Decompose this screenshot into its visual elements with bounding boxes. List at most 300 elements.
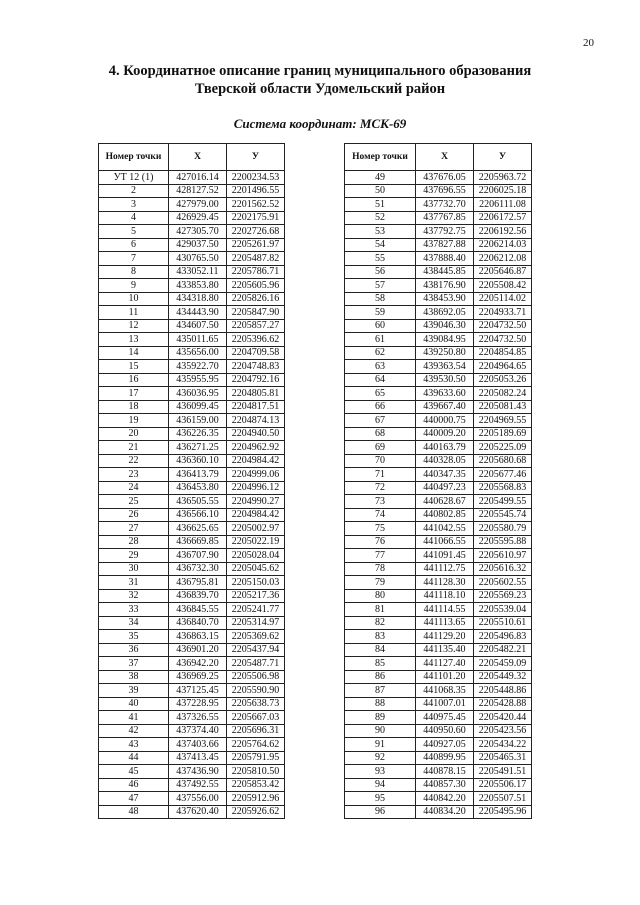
x-coordinate-cell: 441118.10 — [416, 589, 474, 603]
table-row — [345, 643, 532, 657]
table-row — [345, 549, 532, 563]
y-coordinate-cell: 2205487.82 — [227, 252, 285, 266]
table-row — [99, 670, 285, 684]
table-row — [99, 360, 285, 374]
y-coordinate-cell: 2205507.51 — [474, 792, 532, 806]
x-coordinate-cell: 437676.05 — [416, 171, 474, 185]
point-number-cell: 41 — [99, 711, 169, 725]
y-coordinate-cell: 2205569.23 — [474, 589, 532, 603]
table-row — [99, 427, 285, 441]
table-row — [345, 306, 532, 320]
point-number-cell: 92 — [345, 751, 416, 765]
table-row — [345, 805, 532, 819]
table-row — [99, 238, 285, 252]
x-coordinate-cell: 441101.20 — [416, 670, 474, 684]
table-row — [99, 576, 285, 590]
table-row — [345, 387, 532, 401]
y-coordinate-cell: 2205217.36 — [227, 589, 285, 603]
point-number-cell: 29 — [99, 549, 169, 563]
point-number-cell: 65 — [345, 387, 416, 401]
y-coordinate-cell: 2205189.69 — [474, 427, 532, 441]
x-coordinate-cell: 436159.00 — [169, 414, 227, 428]
y-coordinate-cell: 2205853.42 — [227, 778, 285, 792]
table-row — [99, 441, 285, 455]
table-row — [345, 319, 532, 333]
y-coordinate-cell: 2205857.27 — [227, 319, 285, 333]
table-row — [345, 616, 532, 630]
table-row — [345, 427, 532, 441]
y-coordinate-cell: 2204933.71 — [474, 306, 532, 320]
y-coordinate-cell: 2202175.91 — [227, 211, 285, 225]
header-x: X — [169, 144, 227, 171]
table-row — [345, 522, 532, 536]
x-coordinate-cell: 436271.25 — [169, 441, 227, 455]
table-row — [345, 792, 532, 806]
point-number-cell: 49 — [345, 171, 416, 185]
point-number-cell: 34 — [99, 616, 169, 630]
x-coordinate-cell: 439530.50 — [416, 373, 474, 387]
x-coordinate-cell: 437413.45 — [169, 751, 227, 765]
y-coordinate-cell: 2205045.62 — [227, 562, 285, 576]
x-coordinate-cell: 438692.05 — [416, 306, 474, 320]
point-number-cell: 76 — [345, 535, 416, 549]
point-number-cell: 30 — [99, 562, 169, 576]
x-coordinate-cell: 438445.85 — [416, 265, 474, 279]
x-coordinate-cell: 437125.45 — [169, 684, 227, 698]
table-row — [99, 252, 285, 266]
table-row — [345, 373, 532, 387]
x-coordinate-cell: 437767.85 — [416, 211, 474, 225]
point-number-cell: 25 — [99, 495, 169, 509]
table-row — [99, 306, 285, 320]
point-number-cell: 19 — [99, 414, 169, 428]
y-coordinate-cell: 2205423.56 — [474, 724, 532, 738]
y-coordinate-cell: 2205428.88 — [474, 697, 532, 711]
y-coordinate-cell: 2204940.50 — [227, 427, 285, 441]
x-coordinate-cell: 427016.14 — [169, 171, 227, 185]
point-number-cell: 5 — [99, 225, 169, 239]
table-row — [99, 265, 285, 279]
x-coordinate-cell: 437228.95 — [169, 697, 227, 711]
x-coordinate-cell: 441129.20 — [416, 630, 474, 644]
x-coordinate-cell: 436625.65 — [169, 522, 227, 536]
x-coordinate-cell: 437696.55 — [416, 184, 474, 198]
y-coordinate-cell: 2205638.73 — [227, 697, 285, 711]
table-row — [99, 751, 285, 765]
point-number-cell: 85 — [345, 657, 416, 671]
point-number-cell: 51 — [345, 198, 416, 212]
point-number-cell: 38 — [99, 670, 169, 684]
y-coordinate-cell: 2205605.96 — [227, 279, 285, 293]
x-coordinate-cell: 430765.50 — [169, 252, 227, 266]
table-row — [99, 225, 285, 239]
y-coordinate-cell: 2205028.04 — [227, 549, 285, 563]
x-coordinate-cell: 438453.90 — [416, 292, 474, 306]
x-coordinate-cell: 436839.70 — [169, 589, 227, 603]
point-number-cell: 55 — [345, 252, 416, 266]
x-coordinate-cell: 440009.20 — [416, 427, 474, 441]
title-line-2: Тверской области Удомельский район — [194, 81, 446, 97]
point-number-cell: 96 — [345, 805, 416, 819]
table-row — [99, 535, 285, 549]
x-coordinate-cell: 437827.88 — [416, 238, 474, 252]
point-number-cell: 39 — [99, 684, 169, 698]
x-coordinate-cell: 440975.45 — [416, 711, 474, 725]
table-row — [345, 225, 532, 239]
table-row — [99, 711, 285, 725]
point-number-cell: 3 — [99, 198, 169, 212]
table-row — [99, 508, 285, 522]
table-row — [345, 171, 532, 185]
y-coordinate-cell: 2205539.04 — [474, 603, 532, 617]
point-number-cell: 18 — [99, 400, 169, 414]
y-coordinate-cell: 2205616.32 — [474, 562, 532, 576]
y-coordinate-cell: 2205491.51 — [474, 765, 532, 779]
table-row — [345, 198, 532, 212]
x-coordinate-cell: 437492.55 — [169, 778, 227, 792]
y-coordinate-cell: 2204874.13 — [227, 414, 285, 428]
point-number-cell: 62 — [345, 346, 416, 360]
table-row — [99, 468, 285, 482]
y-coordinate-cell: 2205002.97 — [227, 522, 285, 536]
x-coordinate-cell: 436566.10 — [169, 508, 227, 522]
y-coordinate-cell: 2205225.09 — [474, 441, 532, 455]
table-row — [345, 724, 532, 738]
point-number-cell: 89 — [345, 711, 416, 725]
y-coordinate-cell: 2204854.85 — [474, 346, 532, 360]
point-number-cell: 36 — [99, 643, 169, 657]
x-coordinate-cell: 436226.35 — [169, 427, 227, 441]
header-point-number: Номер точки — [345, 144, 416, 171]
x-coordinate-cell: 441114.55 — [416, 603, 474, 617]
x-coordinate-cell: 439633.60 — [416, 387, 474, 401]
x-coordinate-cell: 437326.55 — [169, 711, 227, 725]
y-coordinate-cell: 2205847.90 — [227, 306, 285, 320]
table-row — [345, 279, 532, 293]
x-coordinate-cell: 426929.45 — [169, 211, 227, 225]
table-row — [345, 414, 532, 428]
x-coordinate-cell: 441042.55 — [416, 522, 474, 536]
point-number-cell: 54 — [345, 238, 416, 252]
point-number-cell: 11 — [99, 306, 169, 320]
table-row — [345, 738, 532, 752]
x-coordinate-cell: 436969.25 — [169, 670, 227, 684]
y-coordinate-cell: 2205810.50 — [227, 765, 285, 779]
point-number-cell: 64 — [345, 373, 416, 387]
x-coordinate-cell: 441127.40 — [416, 657, 474, 671]
y-coordinate-cell: 2205506.17 — [474, 778, 532, 792]
y-coordinate-cell: 2204709.58 — [227, 346, 285, 360]
y-coordinate-cell: 2205595.88 — [474, 535, 532, 549]
table-row — [345, 495, 532, 509]
page-number: 20 — [583, 37, 594, 49]
x-coordinate-cell: 435656.00 — [169, 346, 227, 360]
table-row — [99, 616, 285, 630]
point-number-cell: 93 — [345, 765, 416, 779]
point-number-cell: 6 — [99, 238, 169, 252]
x-coordinate-cell: 437374.40 — [169, 724, 227, 738]
title-line-1: 4. Координатное описание границ муниципального образования — [108, 63, 532, 79]
point-number-cell: 27 — [99, 522, 169, 536]
y-coordinate-cell: 2205508.42 — [474, 279, 532, 293]
point-number-cell: УТ 12 (1) — [99, 171, 169, 185]
x-coordinate-cell: 437556.00 — [169, 792, 227, 806]
table-row — [99, 454, 285, 468]
table-row — [99, 387, 285, 401]
point-number-cell: 88 — [345, 697, 416, 711]
y-coordinate-cell: 2205926.62 — [227, 805, 285, 819]
y-coordinate-cell: 2205496.83 — [474, 630, 532, 644]
table-row — [99, 805, 285, 819]
x-coordinate-cell: 441068.35 — [416, 684, 474, 698]
table-row — [345, 576, 532, 590]
y-coordinate-cell: 2206025.18 — [474, 184, 532, 198]
x-coordinate-cell: 440000.75 — [416, 414, 474, 428]
table-row — [99, 697, 285, 711]
point-number-cell: 69 — [345, 441, 416, 455]
point-number-cell: 73 — [345, 495, 416, 509]
y-coordinate-cell: 2206214.03 — [474, 238, 532, 252]
point-number-cell: 56 — [345, 265, 416, 279]
point-number-cell: 75 — [345, 522, 416, 536]
point-number-cell: 12 — [99, 319, 169, 333]
coordinate-system-label: Система координат: МСК-69 — [233, 116, 407, 131]
x-coordinate-cell: 436360.10 — [169, 454, 227, 468]
x-coordinate-cell: 436453.80 — [169, 481, 227, 495]
document-title — [0, 62, 640, 98]
table-row — [99, 495, 285, 509]
y-coordinate-cell: 2205667.03 — [227, 711, 285, 725]
x-coordinate-cell: 437888.40 — [416, 252, 474, 266]
y-coordinate-cell: 2205241.77 — [227, 603, 285, 617]
y-coordinate-cell: 2205580.79 — [474, 522, 532, 536]
point-number-cell: 68 — [345, 427, 416, 441]
y-coordinate-cell: 2205610.97 — [474, 549, 532, 563]
x-coordinate-cell: 440347.35 — [416, 468, 474, 482]
point-number-cell: 53 — [345, 225, 416, 239]
point-number-cell: 31 — [99, 576, 169, 590]
y-coordinate-cell: 2205568.83 — [474, 481, 532, 495]
y-coordinate-cell: 2206212.08 — [474, 252, 532, 266]
x-coordinate-cell: 428127.52 — [169, 184, 227, 198]
table-row — [345, 630, 532, 644]
table-row — [345, 346, 532, 360]
y-coordinate-cell: 2202726.68 — [227, 225, 285, 239]
x-coordinate-cell: 440163.79 — [416, 441, 474, 455]
x-coordinate-cell: 436669.85 — [169, 535, 227, 549]
header-y: У — [227, 144, 285, 171]
x-coordinate-cell: 436942.20 — [169, 657, 227, 671]
point-number-cell: 66 — [345, 400, 416, 414]
x-coordinate-cell: 436036.95 — [169, 387, 227, 401]
header-point-number: Номер точки — [99, 144, 169, 171]
table-row — [99, 724, 285, 738]
table-row — [345, 333, 532, 347]
point-number-cell: 90 — [345, 724, 416, 738]
table-row — [345, 751, 532, 765]
y-coordinate-cell: 2206111.08 — [474, 198, 532, 212]
table-row — [345, 684, 532, 698]
y-coordinate-cell: 2204792.16 — [227, 373, 285, 387]
y-coordinate-cell: 2205646.87 — [474, 265, 532, 279]
y-coordinate-cell: 2205022.19 — [227, 535, 285, 549]
point-number-cell: 16 — [99, 373, 169, 387]
point-number-cell: 7 — [99, 252, 169, 266]
x-coordinate-cell: 440628.67 — [416, 495, 474, 509]
y-coordinate-cell: 2201562.52 — [227, 198, 285, 212]
table-row — [345, 765, 532, 779]
point-number-cell: 70 — [345, 454, 416, 468]
y-coordinate-cell: 2206172.57 — [474, 211, 532, 225]
table-row — [99, 562, 285, 576]
x-coordinate-cell: 434443.90 — [169, 306, 227, 320]
y-coordinate-cell: 2205261.97 — [227, 238, 285, 252]
y-coordinate-cell: 2205495.96 — [474, 805, 532, 819]
y-coordinate-cell: 2205826.16 — [227, 292, 285, 306]
y-coordinate-cell: 2204748.83 — [227, 360, 285, 374]
x-coordinate-cell: 429037.50 — [169, 238, 227, 252]
table-row — [345, 711, 532, 725]
table-row — [345, 211, 532, 225]
point-number-cell: 58 — [345, 292, 416, 306]
table-row — [99, 346, 285, 360]
y-coordinate-cell: 2205680.68 — [474, 454, 532, 468]
point-number-cell: 63 — [345, 360, 416, 374]
x-coordinate-cell: 436732.30 — [169, 562, 227, 576]
point-number-cell: 79 — [345, 576, 416, 590]
coordinates-table-right — [344, 143, 532, 819]
y-coordinate-cell: 2204999.06 — [227, 468, 285, 482]
point-number-cell: 94 — [345, 778, 416, 792]
x-coordinate-cell: 440927.05 — [416, 738, 474, 752]
table-row — [99, 198, 285, 212]
point-number-cell: 57 — [345, 279, 416, 293]
y-coordinate-cell: 2205791.95 — [227, 751, 285, 765]
table-row — [99, 603, 285, 617]
x-coordinate-cell: 441128.30 — [416, 576, 474, 590]
table-row — [99, 792, 285, 806]
x-coordinate-cell: 440950.60 — [416, 724, 474, 738]
table-row — [99, 630, 285, 644]
table-row — [345, 697, 532, 711]
point-number-cell: 40 — [99, 697, 169, 711]
y-coordinate-cell: 2205420.44 — [474, 711, 532, 725]
y-coordinate-cell: 2205114.02 — [474, 292, 532, 306]
table-row — [345, 657, 532, 671]
point-number-cell: 10 — [99, 292, 169, 306]
x-coordinate-cell: 438176.90 — [416, 279, 474, 293]
point-number-cell: 48 — [99, 805, 169, 819]
x-coordinate-cell: 440328.05 — [416, 454, 474, 468]
point-number-cell: 26 — [99, 508, 169, 522]
x-coordinate-cell: 427305.70 — [169, 225, 227, 239]
table-row — [99, 171, 285, 185]
y-coordinate-cell: 2205786.71 — [227, 265, 285, 279]
x-coordinate-cell: 437620.40 — [169, 805, 227, 819]
point-number-cell: 23 — [99, 468, 169, 482]
point-number-cell: 8 — [99, 265, 169, 279]
y-coordinate-cell: 2205437.94 — [227, 643, 285, 657]
point-number-cell: 60 — [345, 319, 416, 333]
table-row — [99, 414, 285, 428]
y-coordinate-cell: 2204817.51 — [227, 400, 285, 414]
y-coordinate-cell: 2206192.56 — [474, 225, 532, 239]
y-coordinate-cell: 2205082.24 — [474, 387, 532, 401]
x-coordinate-cell: 437732.70 — [416, 198, 474, 212]
y-coordinate-cell: 2205499.55 — [474, 495, 532, 509]
point-number-cell: 72 — [345, 481, 416, 495]
y-coordinate-cell: 2205081.43 — [474, 400, 532, 414]
x-coordinate-cell: 436845.55 — [169, 603, 227, 617]
table-row — [345, 454, 532, 468]
header-x: X — [416, 144, 474, 171]
y-coordinate-cell: 2204805.81 — [227, 387, 285, 401]
y-coordinate-cell: 2205448.86 — [474, 684, 532, 698]
table-row — [345, 292, 532, 306]
y-coordinate-cell: 2205459.09 — [474, 657, 532, 671]
x-coordinate-cell: 437436.90 — [169, 765, 227, 779]
coordinates-table-left — [98, 143, 285, 819]
y-coordinate-cell: 2205510.61 — [474, 616, 532, 630]
y-coordinate-cell: 2205465.31 — [474, 751, 532, 765]
x-coordinate-cell: 439667.40 — [416, 400, 474, 414]
table-row — [345, 441, 532, 455]
point-number-cell: 47 — [99, 792, 169, 806]
point-number-cell: 83 — [345, 630, 416, 644]
point-number-cell: 32 — [99, 589, 169, 603]
table-row — [99, 481, 285, 495]
table-row — [345, 468, 532, 482]
y-coordinate-cell: 2205545.74 — [474, 508, 532, 522]
table-row — [99, 589, 285, 603]
y-coordinate-cell: 2205487.71 — [227, 657, 285, 671]
table-row — [99, 657, 285, 671]
table-row — [99, 184, 285, 198]
x-coordinate-cell: 436099.45 — [169, 400, 227, 414]
point-number-cell: 33 — [99, 603, 169, 617]
x-coordinate-cell: 433853.80 — [169, 279, 227, 293]
y-coordinate-cell: 2201496.55 — [227, 184, 285, 198]
table-row — [345, 603, 532, 617]
table-row — [345, 535, 532, 549]
table-row — [345, 778, 532, 792]
y-coordinate-cell: 2205912.96 — [227, 792, 285, 806]
table-row — [99, 279, 285, 293]
point-number-cell: 95 — [345, 792, 416, 806]
x-coordinate-cell: 441135.40 — [416, 643, 474, 657]
table-header-row — [345, 144, 532, 171]
x-coordinate-cell: 440899.95 — [416, 751, 474, 765]
y-coordinate-cell: 2205506.98 — [227, 670, 285, 684]
y-coordinate-cell: 2205314.97 — [227, 616, 285, 630]
x-coordinate-cell: 437403.66 — [169, 738, 227, 752]
x-coordinate-cell: 440497.23 — [416, 481, 474, 495]
x-coordinate-cell: 427979.00 — [169, 198, 227, 212]
point-number-cell: 59 — [345, 306, 416, 320]
table-row — [345, 184, 532, 198]
x-coordinate-cell: 435955.95 — [169, 373, 227, 387]
table-row — [345, 400, 532, 414]
table-row — [345, 589, 532, 603]
x-coordinate-cell: 441091.45 — [416, 549, 474, 563]
table-row — [345, 265, 532, 279]
table-row — [345, 670, 532, 684]
x-coordinate-cell: 440842.20 — [416, 792, 474, 806]
x-coordinate-cell: 436795.81 — [169, 576, 227, 590]
y-coordinate-cell: 2204996.12 — [227, 481, 285, 495]
point-number-cell: 82 — [345, 616, 416, 630]
y-coordinate-cell: 2205677.46 — [474, 468, 532, 482]
